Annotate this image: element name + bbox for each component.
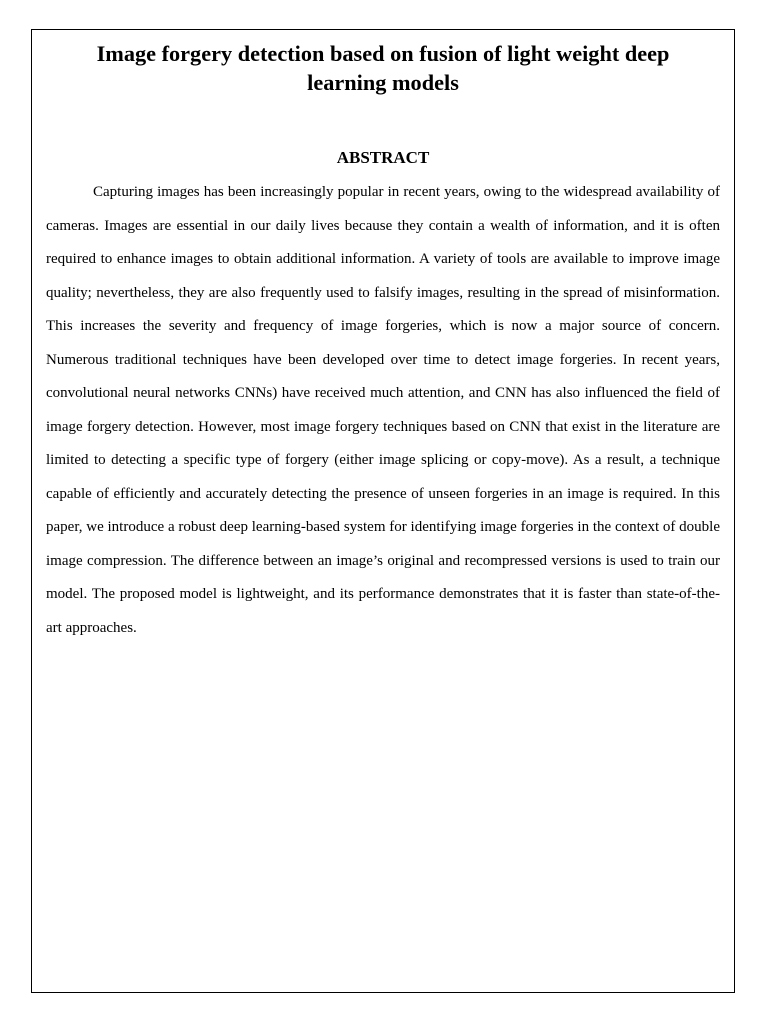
abstract-body: Capturing images has been increasingly popular in recent years, owing to the widespread availability of cameras. Images are essential in our daily lives because they contain a wealth of information, and it is often required to enhance images to obtain additional information. A variety of tools are available to improve image quality; nevertheless, they are also frequently used to falsify images, resulting in the spread of misinformation. This increases the severity and frequency of image forgeries, which is now a major source of concern. Numerous traditional techniques have been developed over time to detect image forgeries. In recent years, convolutional neural networks CNNs) have received much attention, and CNN has also influenced the field of image forgery detection. However, most image forgery techniques based on CNN that exist in the literature are limited to detecting a specific type of forgery (either image splicing or copy-move). As a result, a technique capable of efficiently and accurately detecting the presence of unseen forgeries in an image is required. In this paper, we introduce a robust deep learning-based system for identifying image forgeries in the context of double image compression. The difference between an image’s original and recompressed versions is used to train our model. The proposed model is lightweight, and its performance demonstrates that it is faster than state-of-the-art approaches.	[46, 184, 720, 636]
paper-content	[46, 40, 720, 645]
abstract-heading: ABSTRACT	[336, 148, 430, 167]
paper-title: Image forgery detection based on fusion of light weight deep learning models	[96, 41, 670, 95]
